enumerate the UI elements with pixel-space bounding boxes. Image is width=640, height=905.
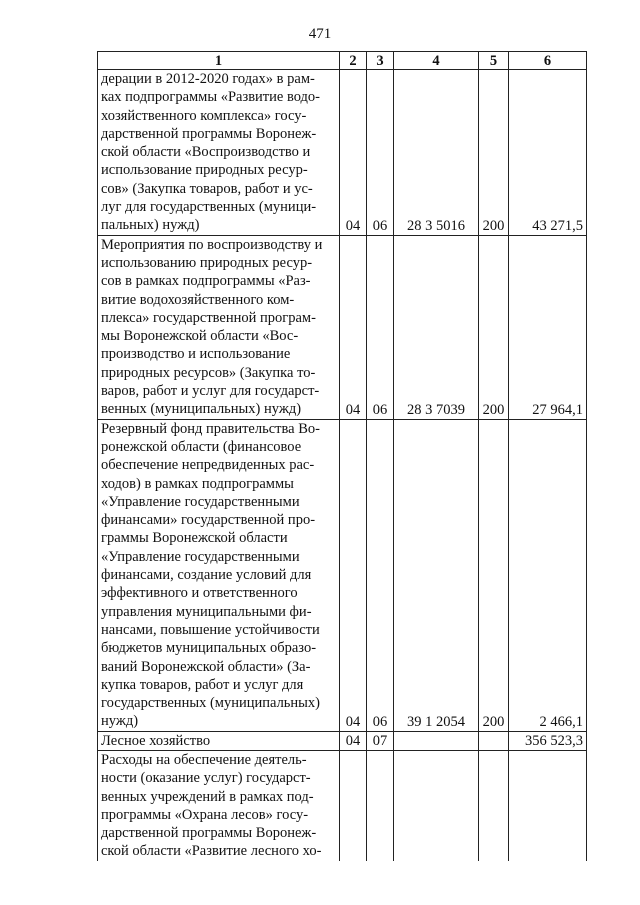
row-section: 04 bbox=[340, 235, 367, 419]
row-target-article bbox=[394, 750, 479, 860]
row-expense-type: 200 bbox=[479, 70, 509, 236]
row-description: дерации в 2012-2020 годах» в рам- ках подпрограммы «Развитие водо- хозяйственного комплекса» госу- дарственной программы Воронеж- ской области «Воспроизводство и использование природных ресур- сов» (Закупка товаров, работ и ус- луг для государственных (муници- пальных) нужд) bbox=[98, 70, 340, 236]
column-header-5: 5 bbox=[479, 52, 509, 70]
table-row bbox=[98, 70, 587, 236]
row-target-article: 28 3 7039 bbox=[394, 235, 479, 419]
row-target-article: 28 3 5016 bbox=[394, 70, 479, 236]
row-subsection: 06 bbox=[367, 419, 394, 731]
row-subsection: 06 bbox=[367, 70, 394, 236]
row-expense-type bbox=[479, 731, 509, 750]
row-subsection: 07 bbox=[367, 731, 394, 750]
row-description: Расходы на обеспечение деятель- ности (оказание услуг) государст- венных учреждений в рамках под- программы «Охрана лесов» госу- дарственной программы Воронеж- ской области «Развитие лесного хо- bbox=[98, 750, 340, 860]
row-description: Лесное хозяйство bbox=[98, 731, 340, 750]
row-amount: 27 964,1 bbox=[509, 235, 587, 419]
table-row bbox=[98, 750, 587, 860]
row-target-article: 39 1 2054 bbox=[394, 419, 479, 731]
row-amount: 356 523,3 bbox=[509, 731, 587, 750]
column-header-2: 2 bbox=[340, 52, 367, 70]
budget-table bbox=[97, 51, 587, 861]
table-row bbox=[98, 419, 587, 731]
row-amount: 43 271,5 bbox=[509, 70, 587, 236]
row-description: Резервный фонд правительства Во- ронежской области (финансовое обеспечение непредвиденных рас- ходов) в рамках подпрограммы «Управление государственными финансами» государственной про- граммы Воронежской области «Управление государственными финансами, создание условий для эффективного и ответственного управления муниципальными фи- нансами, повышение устойчивости бюджетов муниципальных образо- ваний Воронежской области» (За- купка товаров, работ и услуг для государственных (муниципальных) нужд) bbox=[98, 419, 340, 731]
table-row bbox=[98, 235, 587, 419]
row-expense-type: 200 bbox=[479, 419, 509, 731]
column-header-6: 6 bbox=[509, 52, 587, 70]
row-section: 04 bbox=[340, 731, 367, 750]
row-description: Мероприятия по воспроизводству и использованию природных ресур- сов в рамках подпрограммы «Раз- витие водохозяйственного ком- плекса» государственной програм- мы Воронежской области «Вос- производство и использование природных ресурсов» (Закупка то- варов, работ и услуг для государст- венных (муниципальных) нужд) bbox=[98, 235, 340, 419]
row-amount bbox=[509, 750, 587, 860]
table-row bbox=[98, 731, 587, 750]
row-amount: 2 466,1 bbox=[509, 419, 587, 731]
row-expense-type: 200 bbox=[479, 235, 509, 419]
row-expense-type bbox=[479, 750, 509, 860]
row-subsection bbox=[367, 750, 394, 860]
row-section bbox=[340, 750, 367, 860]
row-subsection: 06 bbox=[367, 235, 394, 419]
column-header-3: 3 bbox=[367, 52, 394, 70]
row-target-article bbox=[394, 731, 479, 750]
page-number: 471 bbox=[308, 26, 332, 42]
table-header-row bbox=[98, 52, 587, 70]
row-section: 04 bbox=[340, 419, 367, 731]
column-header-1: 1 bbox=[98, 52, 340, 70]
column-header-4: 4 bbox=[394, 52, 479, 70]
row-section: 04 bbox=[340, 70, 367, 236]
